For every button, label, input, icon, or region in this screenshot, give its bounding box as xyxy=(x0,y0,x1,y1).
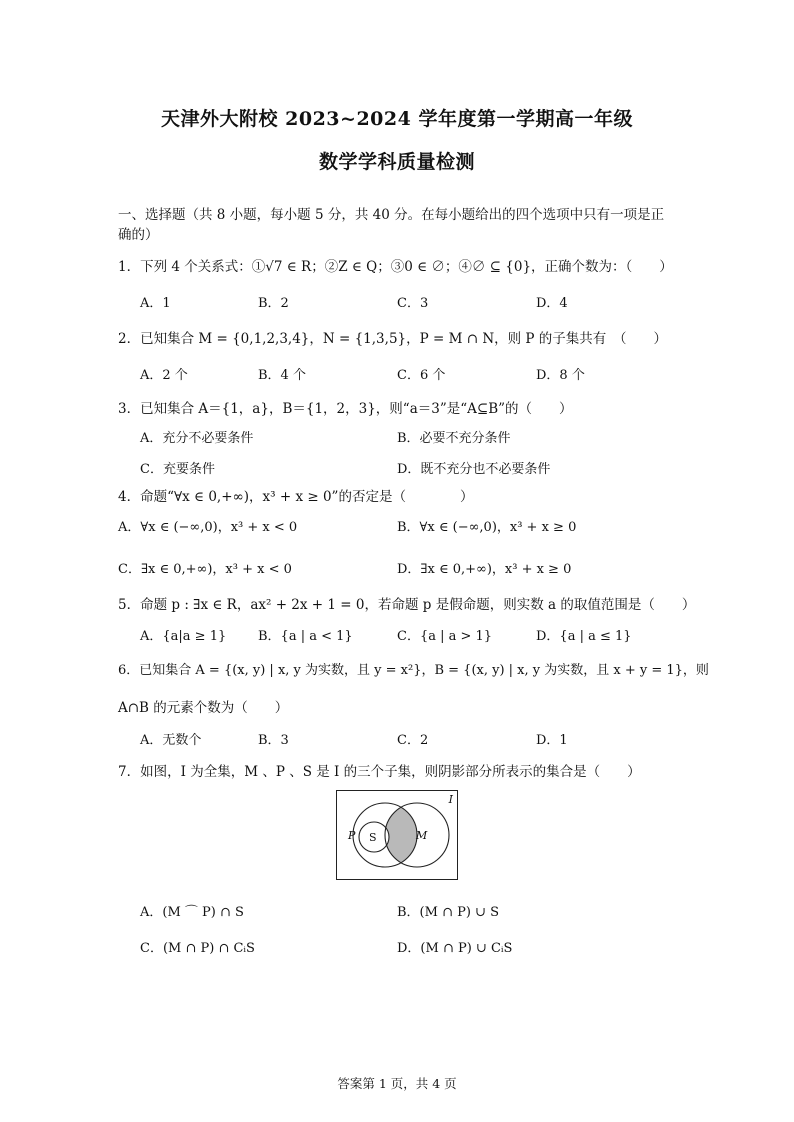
question-7-option-d: D．(M ∩ P) ∪ CᵢS xyxy=(397,941,513,956)
page-subtitle: 数学学科质量检测 xyxy=(318,151,475,173)
question-2-option-a: A．2 个 xyxy=(140,368,188,383)
question-7-option-b: B．(M ∩ P) ∪ S xyxy=(397,905,499,920)
question-6-option-c: C．2 xyxy=(397,733,429,748)
section-heading-line2: 确的） xyxy=(118,227,159,243)
venn-label-universe: I xyxy=(448,793,453,806)
question-6-stem-continued: A∩B 的元素个数为（ ） xyxy=(118,700,289,716)
question-5-option-b: B．{a | a < 1} xyxy=(258,629,353,644)
question-3-option-b: B．必要不充分条件 xyxy=(397,431,511,446)
question-5-option-c: C．{a | a > 1} xyxy=(397,629,493,644)
venn-label-p: P xyxy=(348,829,356,842)
question-2-option-d: D．8 个 xyxy=(536,368,585,383)
question-7-option-a: A．(M ⌒ P) ∩ S xyxy=(140,905,244,920)
question-4-option-d: D．∃x ∈ 0,+∞)，x³ + x ≥ 0 xyxy=(397,562,572,577)
question-2-stem: 2．已知集合 M = {0,1,2,3,4}，N = {1,3,5}，P = M ∩ N，则 P 的子集共有 （ ） xyxy=(118,331,668,347)
question-7-stem: 7．如图，I 为全集，M 、P 、S 是 I 的三个子集，则阴影部分所表示的集合是（ ） xyxy=(118,764,641,780)
question-1-stem: 1．下列 4 个关系式：①√7 ∈ R；②Z ∈ Q；③0 ∈ ∅；④∅ ⊆ {0}，正确个数为：（ ） xyxy=(118,259,673,275)
question-6-option-b: B．3 xyxy=(258,733,289,748)
question-3-stem: 3．已知集合 A＝{1，a}，B＝{1，2，3}，则“a＝3”是“A⊆B”的（ ） xyxy=(118,401,573,417)
venn-diagram xyxy=(336,790,458,880)
section-heading-line1: 一、选择题（共 8 小题，每小题 5 分，共 40 分。在每小题给出的四个选项中只有一项是正 xyxy=(118,207,665,223)
question-4-option-c: C．∃x ∈ 0,+∞)，x³ + x < 0 xyxy=(118,562,292,577)
question-1-option-a: A．1 xyxy=(140,296,171,311)
page-footer: 答案第 1 页，共 4 页 xyxy=(337,1076,457,1091)
question-3-option-c: C．充要条件 xyxy=(140,462,215,477)
page-title: 天津外大附校 2023~2024 学年度第一学期高一年级 xyxy=(161,108,633,130)
question-5-option-d: D．{a | a ≤ 1} xyxy=(536,629,632,644)
question-4-stem: 4．命题“∀x ∈ 0,+∞)，x³ + x ≥ 0”的否定是（ ） xyxy=(118,489,474,505)
question-6-option-a: A．无数个 xyxy=(140,733,202,748)
venn-label-m: M xyxy=(416,829,428,842)
question-5-option-a: A．{a|a ≥ 1} xyxy=(140,629,227,644)
question-6-option-d: D．1 xyxy=(536,733,568,748)
question-4-option-a: A．∀x ∈ (−∞,0)，x³ + x < 0 xyxy=(118,520,298,535)
question-6-stem: 6．已知集合 A = {(x, y) | x, y 为实数，且 y = x²}，B = {(x, y) | x, y 为实数，且 x + y = 1}，则 xyxy=(118,663,709,678)
question-7-option-c: C．(M ∩ P) ∩ CᵢS xyxy=(140,941,255,956)
question-4-option-b: B．∀x ∈ (−∞,0)，x³ + x ≥ 0 xyxy=(397,520,577,535)
question-5-stem: 5．命题 p : ∃x ∈ R，ax² + 2x + 1 = 0，若命题 p 是假命题，则实数 a 的取值范围是（ ） xyxy=(118,597,696,613)
question-2-option-c: C．6 个 xyxy=(397,368,446,383)
question-1-option-d: D．4 xyxy=(536,296,568,311)
question-1-option-c: C．3 xyxy=(397,296,429,311)
question-3-option-d: D．既不充分也不必要条件 xyxy=(397,462,551,477)
venn-label-s: S xyxy=(369,831,377,844)
question-2-option-b: B．4 个 xyxy=(258,368,306,383)
question-3-option-a: A．充分不必要条件 xyxy=(140,431,254,446)
question-1-option-b: B．2 xyxy=(258,296,289,311)
